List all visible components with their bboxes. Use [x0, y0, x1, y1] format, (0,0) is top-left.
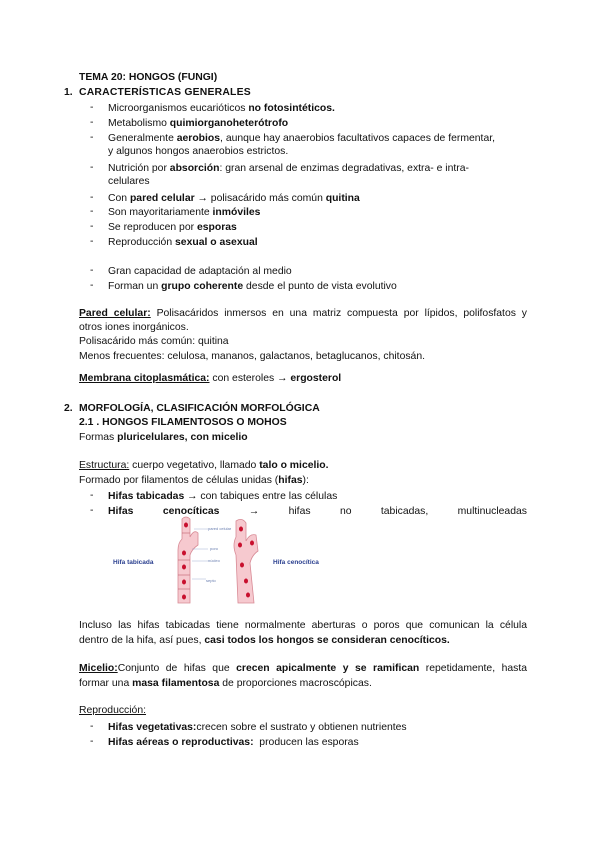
list-item-continuation: celulares	[108, 176, 150, 187]
formas-line: Formas pluricelulares, con micelio	[79, 432, 248, 443]
pared-celular-line4: Menos frecuentes: celulosa, mananos, galactanos, betaglucanos, chitosán.	[79, 351, 425, 362]
nucleus-dot	[182, 595, 186, 600]
list-item: Reproducción sexual o asexual	[108, 237, 258, 248]
membrana-paragraph: Membrana citoplasmática: con esteroles → ergosterol	[79, 373, 342, 384]
estructura-line: Estructura: cuerpo vegetativo, llamado talo o micelio.	[79, 460, 329, 471]
subsection-heading: 2.1 . HONGOS FILAMENTOSOS O MOHOS	[79, 417, 287, 428]
nucleus-dot	[239, 527, 243, 532]
figure-small-label: poro	[210, 546, 219, 551]
list-item: Con pared celular → polisacárido más común quitina	[108, 193, 360, 204]
pared-celular-line3: Polisacárido más común: quitina	[79, 336, 229, 347]
pared-celular-line2: otros iones inorgánicos.	[79, 322, 189, 333]
list-item: Gran capacidad de adaptación al medio	[108, 266, 292, 277]
list-item-continuation: y algunos hongos anaerobios estrictos.	[108, 146, 289, 157]
nucleus-dot	[182, 580, 186, 585]
section-number: 2.	[64, 403, 73, 414]
list-item: Microorganismos eucarióticos no fotosintéticos.	[108, 103, 335, 114]
incluso-line2: dentro de la hifa, así pues, casi todos los hongos se consideran cenocíticos.	[79, 635, 450, 646]
repro-item: Hifas vegetativas:crecen sobre el sustrato y obtienen nutrientes	[108, 722, 407, 733]
hifa-cenocitica-item: Hifas cenocíticas → hifas no tabicadas, multinucleadas	[108, 506, 527, 517]
list-item: Se reproducen por esporas	[108, 222, 237, 233]
pared-celular-paragraph: Pared celular: Polisacáridos inmersos en una matriz compuesta por lípidos, polifosfatos y	[79, 308, 527, 319]
figure-small-label: núcleo	[208, 558, 220, 563]
hifa-cenocitica-shape	[234, 519, 258, 603]
figure-label-right: Hifa cenocítica	[273, 559, 319, 566]
nucleus-dot	[182, 565, 186, 570]
section-heading: CARACTERÍSTICAS GENERALES	[79, 87, 251, 98]
repro-item: Hifas aéreas o reproductivas: producen las esporas	[108, 737, 359, 748]
figure-small-label: pared celular	[208, 526, 232, 531]
nucleus-dot	[244, 579, 248, 584]
nucleus-dot	[238, 543, 242, 548]
nucleus-dot	[246, 593, 250, 598]
section-heading: MORFOLOGÍA, CLASIFICACIÓN MORFOLÓGICA	[79, 403, 320, 414]
nucleus-dot	[240, 563, 244, 568]
figure-small-label: septo	[206, 578, 216, 583]
nucleus-dot	[184, 523, 188, 528]
list-item: Generalmente aerobios, aunque hay anaerobios facultativos capaces de fermentar,	[108, 133, 495, 144]
list-item: Nutrición por absorción: gran arsenal de enzimas degradativas, extra- e intra-	[108, 163, 469, 174]
micelio-paragraph: Micelio:Conjunto de hifas que crecen apicalmente y se ramifican repetidamente, hasta	[79, 663, 528, 674]
list-item: Son mayoritariamente inmóviles	[108, 207, 261, 218]
list-item: Forman un grupo coherente desde el punto de vista evolutivo	[108, 281, 397, 292]
nucleus-dot	[182, 551, 186, 556]
hifa-tabicada-item: Hifas tabicadas → con tabiques entre las células	[108, 491, 338, 502]
formado-line: Formado por filamentos de células unidas (hifas):	[79, 475, 309, 486]
figure-label-left: Hifa tabicada	[113, 559, 154, 566]
nucleus-dot	[250, 541, 254, 546]
hyphae-illustration	[170, 515, 270, 605]
incluso-paragraph: Incluso las hifas tabicadas tiene normalmente aberturas o poros que comunican la célula	[79, 620, 527, 631]
reproduccion-label: Reproducción:	[79, 705, 147, 716]
list-item: Metabolismo quimiorganoheterótrofo	[108, 118, 289, 129]
section-number: 1.	[64, 87, 73, 98]
micelio-line2: formar una masa filamentosa de proporciones macroscópicas.	[79, 678, 372, 689]
page-title: TEMA 20: HONGOS (FUNGI)	[79, 72, 218, 83]
